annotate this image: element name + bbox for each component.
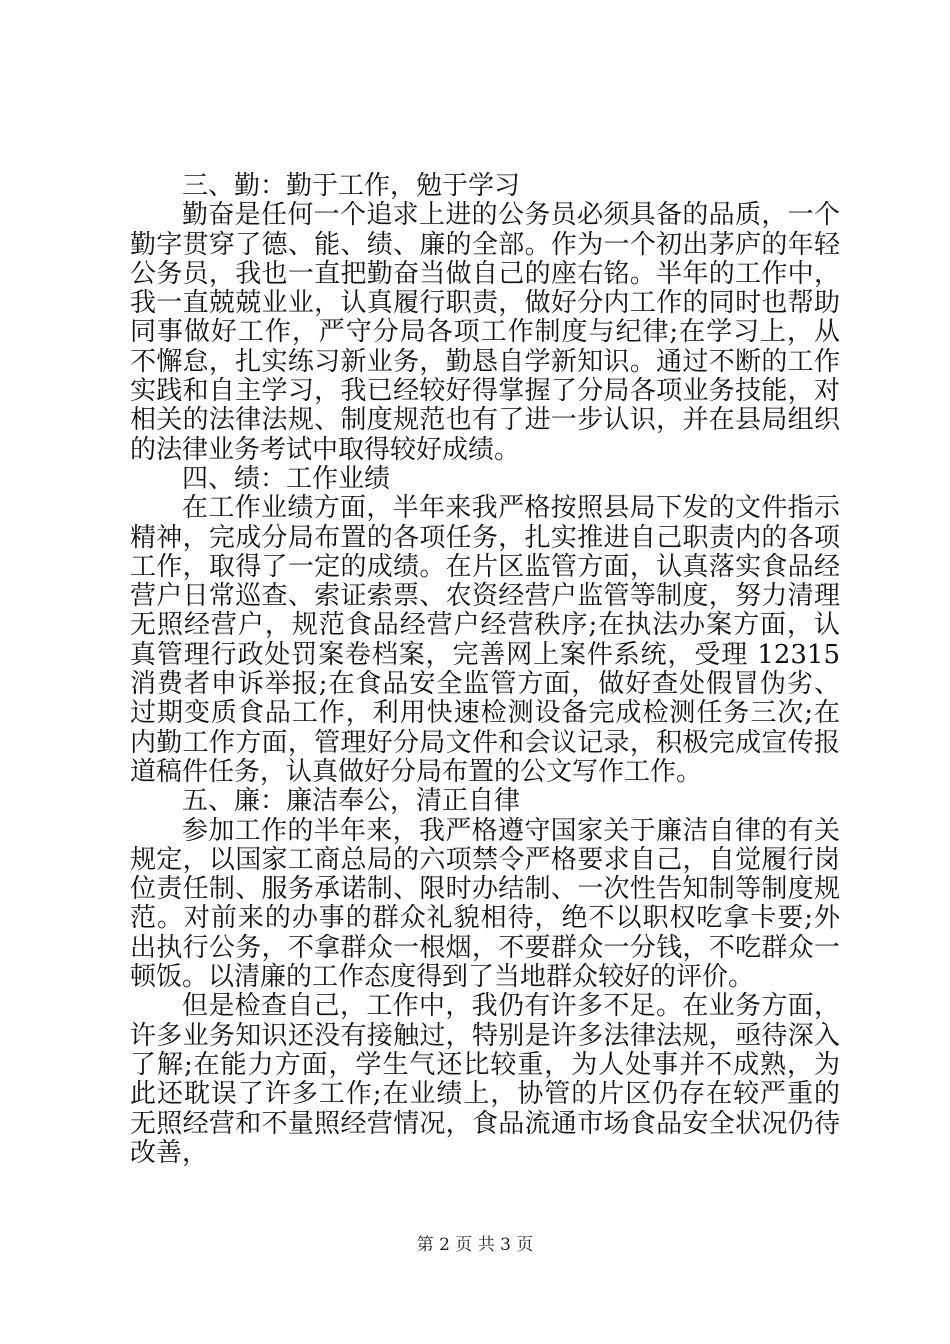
paragraph-shortcomings: 但是检查自己，工作中，我仍有许多不足。在业务方面，许多业务知识还没有接触过，特别是许多法律法规，亟待深入了解;在能力方面，学生气还比较重，为人处事并不成熟，为此还耽误了许多工作;在业绩上，协管的片区仍存在较严重的无照经营和不量照经营情况，食品流通市场食品安全状况仍待改善， (130, 991, 840, 1168)
page-number-footer: 第 2 页 共 3 页 (416, 1235, 534, 1255)
paragraph-diligence: 勤奋是任何一个追求上进的公务员必须具备的品质，一个勤字贯穿了德、能、绩、廉的全部。作为一个初出茅庐的年轻公务员，我也一直把勤奋当做自己的座右铭。半年的工作中，我一直兢兢业业，认真履行职责，做好分内工作的同时也帮助同事做好工作，严守分局各项工作制度与纪律;在学习上，从不懈怠，扎实练习新业务，勤恳自学新知识。通过不断的工作实践和自主学习，我已经较好得掌握了分局各项业务技能，对相关的法律法规、制度规范也有了进一步认识，并在县局组织的法律业务考试中取得较好成绩。 (130, 200, 840, 465)
section-heading-diligence: 三、勤：勤于工作，勉于学习 (182, 171, 521, 201)
paragraph-performance: 在工作业绩方面，半年来我严格按照县局下发的文件指示精神，完成分局布置的各项任务，扎实推进自己职责内的各项工作，取得了一定的成绩。在片区监管方面，认真落实食品经营户日常巡查、索证索票、农资经营户监管等制度，努力清理无照经营户，规范食品经营户经营秩序;在执法办案方面，认真管理行政处罚案卷档案，完善网上案件系统，受理 12315 消费者申诉举报;在食品安全监管方面，做好查处假冒伪劣、过期变质食品工作，利用快速检测设备完成检测任务三次;在内勤工作方面，管理好分局文件和会议记录，积极完成宣传报道稿件任务，认真做好分局布置的公文写作工作。 (130, 493, 840, 787)
section-heading-integrity: 五、廉：廉洁奉公，清正自律 (182, 786, 521, 817)
section-heading-performance: 四、绩：工作业绩 (182, 463, 391, 494)
paragraph-integrity: 参加工作的半年来，我严格遵守国家关于廉洁自律的有关规定，以国家工商总局的六项禁令严格要求自己，自觉履行岗位责任制、服务承诺制、限时办结制、一次性告知制等制度规范。对前来的办事的群众礼貌相待，绝不以职权吃拿卡要;外出执行公务，不拿群众一根烟，不要群众一分钱，不吃群众一顿饭。以清廉的工作态度得到了当地群众较好的评价。 (130, 815, 840, 993)
document-body (130, 172, 840, 1168)
